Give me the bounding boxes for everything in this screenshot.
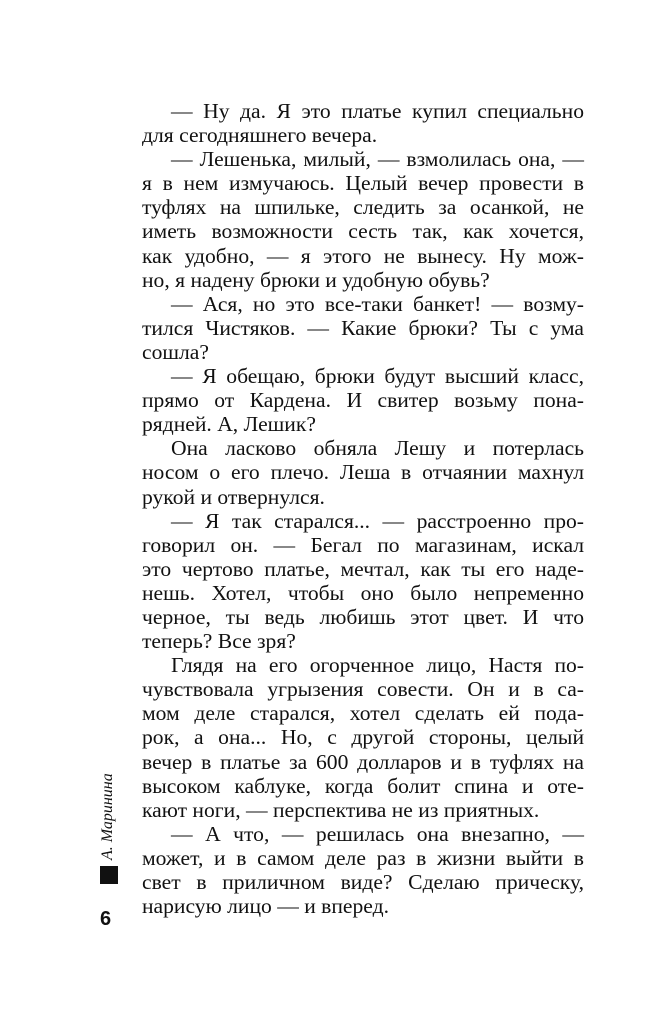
text-line: тился Чистяков. — Какие брюки? Ты с ума	[142, 315, 584, 340]
text-line: сошла?	[142, 339, 209, 364]
text-line: говорил он. — Бегал по магазинам, искал	[142, 532, 584, 557]
section-marker-square	[100, 866, 118, 884]
page-number: 6	[100, 908, 112, 930]
text-line: — А что, — решилась она внезапно, —	[171, 821, 584, 846]
text-line: Она ласково обняла Лешу и потерлась	[171, 436, 584, 461]
text-line: высоком каблуке, когда болит спина и оте-	[142, 773, 584, 798]
text-line: рядней. А, Лешик?	[142, 412, 316, 437]
text-line: но, я надену брюки и удобную обувь?	[142, 267, 490, 292]
text-line: чувствовала угрызения совести. Он и в са-	[142, 677, 584, 702]
text-line: прямо от Кардена. И свитер возьму пона-	[142, 388, 584, 413]
text-line: Глядя на его огорченное лицо, Настя по-	[171, 653, 584, 678]
text-line: это чертово платье, мечтал, как ты его наде-	[142, 556, 584, 581]
text-line: нарисую лицо — и вперед.	[142, 894, 389, 919]
text-line: нешь. Хотел, чтобы оно было непременно	[142, 580, 584, 605]
text-line: для сегодняшнего вечера.	[142, 123, 378, 148]
text-line: носом о его плечо. Леша в отчаянии махнул	[142, 460, 584, 485]
text-line: мом деле старался, хотел сделать ей пода-	[142, 701, 584, 726]
text-line: как удобно, — я этого не вынесу. Ну мож-	[142, 243, 584, 268]
text-line: — Я так старался... — расстроенно про-	[171, 508, 584, 533]
text-line: черное, ты ведь любишь этот цвет. И что	[142, 604, 584, 629]
text-line: — Лешенька, милый, — взмолилась она, —	[171, 147, 584, 172]
text-line: — Ну да. Я это платье купил специально	[171, 99, 584, 123]
text-line: кают ноги, — перспектива не из приятных.	[142, 797, 540, 822]
text-line: рукой и отвернулся.	[142, 484, 325, 509]
text-line: вечер в платье за 600 долларов и в туфлях на	[142, 749, 584, 774]
text-line: туфлях на шпильке, следить за осанкой, не	[142, 195, 584, 220]
text-line: я в нем измучаюсь. Целый вечер провести в	[142, 171, 584, 196]
author-running-head: А. Маринина	[99, 773, 116, 860]
text-line: свет в приличном виде? Сделаю прическу,	[142, 870, 584, 894]
text-line: рок, а она... Но, с другой стороны, целый	[142, 725, 584, 750]
text-line: иметь возможности сесть так, как хочется,	[142, 219, 584, 244]
text-line: теперь? Все зря?	[142, 629, 296, 654]
text-line: — Ася, но это все-таки банкет! — возму-	[171, 291, 584, 316]
text-line: — Я обещаю, брюки будут высший класс,	[171, 364, 584, 389]
text-line: может, и в самом деле раз в жизни выйти в	[142, 845, 584, 870]
body-text	[142, 99, 584, 918]
